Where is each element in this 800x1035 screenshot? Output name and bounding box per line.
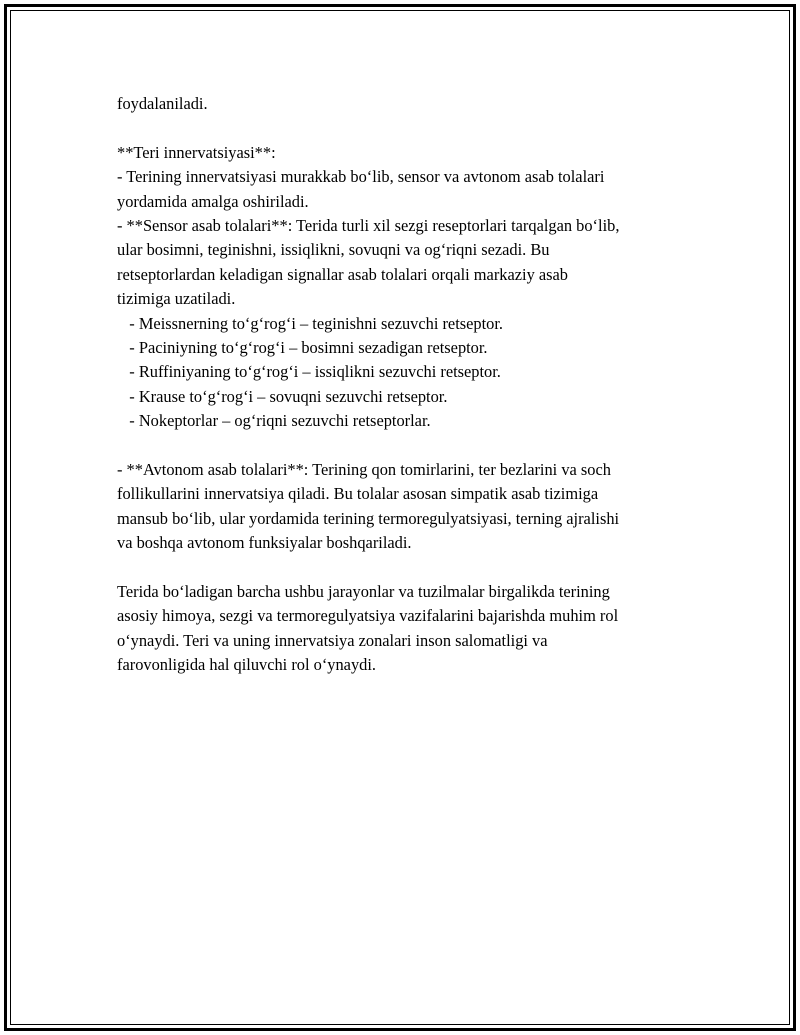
text-line: follikullarini innervatsiya qiladi. Bu tolalar asosan simpatik asab tizimiga [117, 484, 599, 504]
text-line: yordamida amalga oshiriladi. [117, 191, 309, 211]
list-item: - Meissnerning to‘g‘rog‘i – teginishni sezuvchi retseptor. [117, 313, 504, 333]
text-line: o‘ynaydi. Teri va uning innervatsiya zonalari inson salomatligi va [117, 630, 548, 650]
text-line: mansub bo‘lib, ular yordamida terining termoregulyatsiyasi, terning ajralishi [117, 508, 620, 528]
text-line: - Terining innervatsiyasi murakkab bo‘lib, sensor va avtonom asab tolalari [117, 167, 605, 187]
text-line: Terida bo‘ladigan barcha ushbu jarayonlar va tuzilmalar birgalikda terining [117, 581, 610, 601]
text-line: - **Avtonom asab tolalari**: Terining qon tomirlarini, ter bezlarini va soch [117, 459, 611, 479]
paragraph-gap [117, 555, 707, 579]
text-line: retseptorlardan keladigan signallar asab tolalari orqali markaziy asab [117, 264, 569, 284]
text-line: asosiy himoya, sezgi va termoregulyatsiya vazifalarini bajarishda muhim rol [117, 606, 619, 626]
text-line: va boshqa avtonom funksiyalar boshqariladi. [117, 533, 412, 553]
list-item: - Paciniyning to‘g‘rog‘i – bosimni sezadigan retseptor. [117, 337, 488, 357]
list-item: - Ruffiniyaning to‘g‘rog‘i – issiqlikni sezuvchi retseptor. [117, 362, 501, 382]
text-line: tizimiga uzatiladi. [117, 289, 236, 309]
list-item: - Nokeptorlar – og‘riqni sezuvchi retseptorlar. [117, 411, 431, 431]
paragraph-gap [117, 116, 707, 140]
text-line: - **Sensor asab tolalari**: Terida turli xil sezgi reseptorlari tarqalgan bo‘lib, [117, 215, 620, 235]
text-line: ular bosimni, teginishni, issiqlikni, sovuqni va og‘riqni sezadi. Bu [117, 240, 550, 260]
list-item: - Krause to‘g‘rog‘i – sovuqni sezuvchi retseptor. [117, 386, 448, 406]
text-line: foydalaniladi. [117, 94, 208, 113]
section-heading: **Teri innervatsiyasi**: [117, 142, 276, 162]
document-body [117, 92, 707, 677]
paragraph-gap [117, 433, 707, 457]
text-line: farovonligida hal qiluvchi rol o‘ynaydi. [117, 654, 377, 674]
